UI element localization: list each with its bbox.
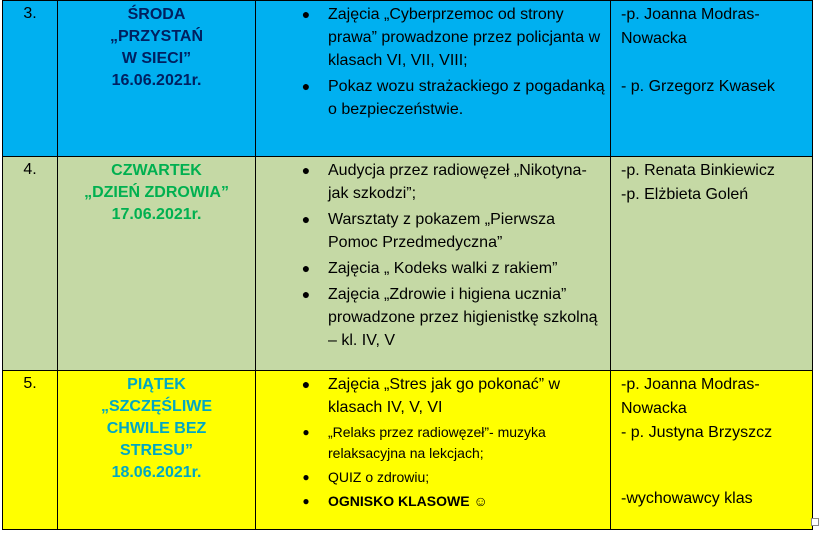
persons-cell bbox=[611, 371, 813, 530]
day-date: 18.06.2021r. bbox=[111, 464, 202, 481]
activities-cell bbox=[256, 371, 611, 530]
schedule-table bbox=[2, 0, 813, 530]
table-resize-handle[interactable] bbox=[811, 518, 819, 526]
day-date: 16.06.2021r. bbox=[111, 72, 202, 89]
list-item: ● QUIZ o zdrowiu; bbox=[256, 467, 606, 488]
activities-cell bbox=[256, 157, 611, 371]
list-item: ● Pokaz wozu strażackiego z pogadanką o bezpieczeństwie. bbox=[256, 75, 606, 121]
bullet-icon: ● bbox=[301, 211, 311, 227]
activities-cell bbox=[256, 1, 611, 157]
bullet-icon: ● bbox=[302, 494, 310, 508]
day-theme: CHWILE BEZ bbox=[106, 420, 207, 437]
person: -wychowawcy klas bbox=[621, 490, 753, 507]
list-item: ● Zajęcia „Cyberprzemoc od strony prawa” prowadzone przez policjanta w klasach VI, VII, VIII; bbox=[256, 3, 606, 72]
day-name: PIĄTEK bbox=[127, 376, 186, 393]
day-cell bbox=[58, 157, 256, 371]
person: - p. Justyna Brzyszcz bbox=[621, 424, 773, 441]
list-item: ● Zajęcia „Stres jak go pokonać” w klasach IV, V, VI bbox=[256, 373, 606, 419]
list-item: ● Audycja przez radiowęzeł „Nikotyna-jak szkodzi”; bbox=[256, 159, 606, 205]
day-name: ŚRODA bbox=[127, 6, 186, 23]
day-theme: „DZIEŃ ZDROWIA” bbox=[84, 184, 229, 201]
day-theme: „PRZYSTAŃ bbox=[109, 28, 204, 45]
person: -p. Renata Binkiewicz bbox=[621, 162, 775, 179]
activities-list bbox=[256, 157, 610, 352]
persons-cell bbox=[611, 1, 813, 157]
list-item: ● Zajęcia „Zdrowie i higiena ucznia” prowadzone przez higienistkę szkolną – kl. IV, V bbox=[256, 283, 606, 352]
day-date: 17.06.2021r. bbox=[111, 206, 202, 223]
list-item: ● Zajęcia „ Kodeks walki z rakiem” bbox=[256, 257, 606, 280]
person: -p. Joanna Modras-Nowacka bbox=[621, 6, 760, 47]
day-theme: W SIECI” bbox=[121, 50, 192, 67]
list-item: ● „Relaks przez radiowęzeł”- muzyka relaksacyjna na lekcjach; bbox=[256, 422, 606, 464]
day-cell bbox=[58, 1, 256, 157]
bullet-icon: ● bbox=[302, 470, 310, 484]
activities-list bbox=[256, 1, 610, 121]
bullet-icon: ● bbox=[301, 162, 311, 178]
bullet-icon: ● bbox=[301, 286, 311, 302]
persons-cell bbox=[611, 157, 813, 371]
row-number: 5. bbox=[3, 371, 58, 530]
day-theme: „SZCZĘŚLIWE bbox=[100, 398, 213, 415]
row-number: 3. bbox=[3, 1, 58, 157]
day-theme: STRESU” bbox=[120, 442, 193, 459]
bullet-icon: ● bbox=[301, 6, 311, 22]
day-cell bbox=[58, 371, 256, 530]
day-name: CZWARTEK bbox=[111, 162, 202, 179]
bullet-icon: ● bbox=[301, 376, 311, 392]
table-row bbox=[3, 157, 813, 371]
bullet-icon: ● bbox=[301, 260, 311, 276]
activities-list bbox=[256, 371, 610, 512]
bullet-icon: ● bbox=[302, 425, 310, 439]
person: -p. Elżbieta Goleń bbox=[621, 186, 749, 203]
person: - p. Grzegorz Kwasek bbox=[621, 78, 775, 95]
table-row bbox=[3, 1, 813, 157]
list-item: ● Warsztaty z pokazem „Pierwsza Pomoc Przedmedyczna” bbox=[256, 208, 606, 254]
table-row bbox=[3, 371, 813, 530]
person: -p. Joanna Modras-Nowacka bbox=[621, 376, 760, 417]
bullet-icon: ● bbox=[301, 78, 311, 94]
row-number: 4. bbox=[3, 157, 58, 371]
list-item: ● OGNISKO KLASOWE ☺ bbox=[256, 491, 606, 512]
